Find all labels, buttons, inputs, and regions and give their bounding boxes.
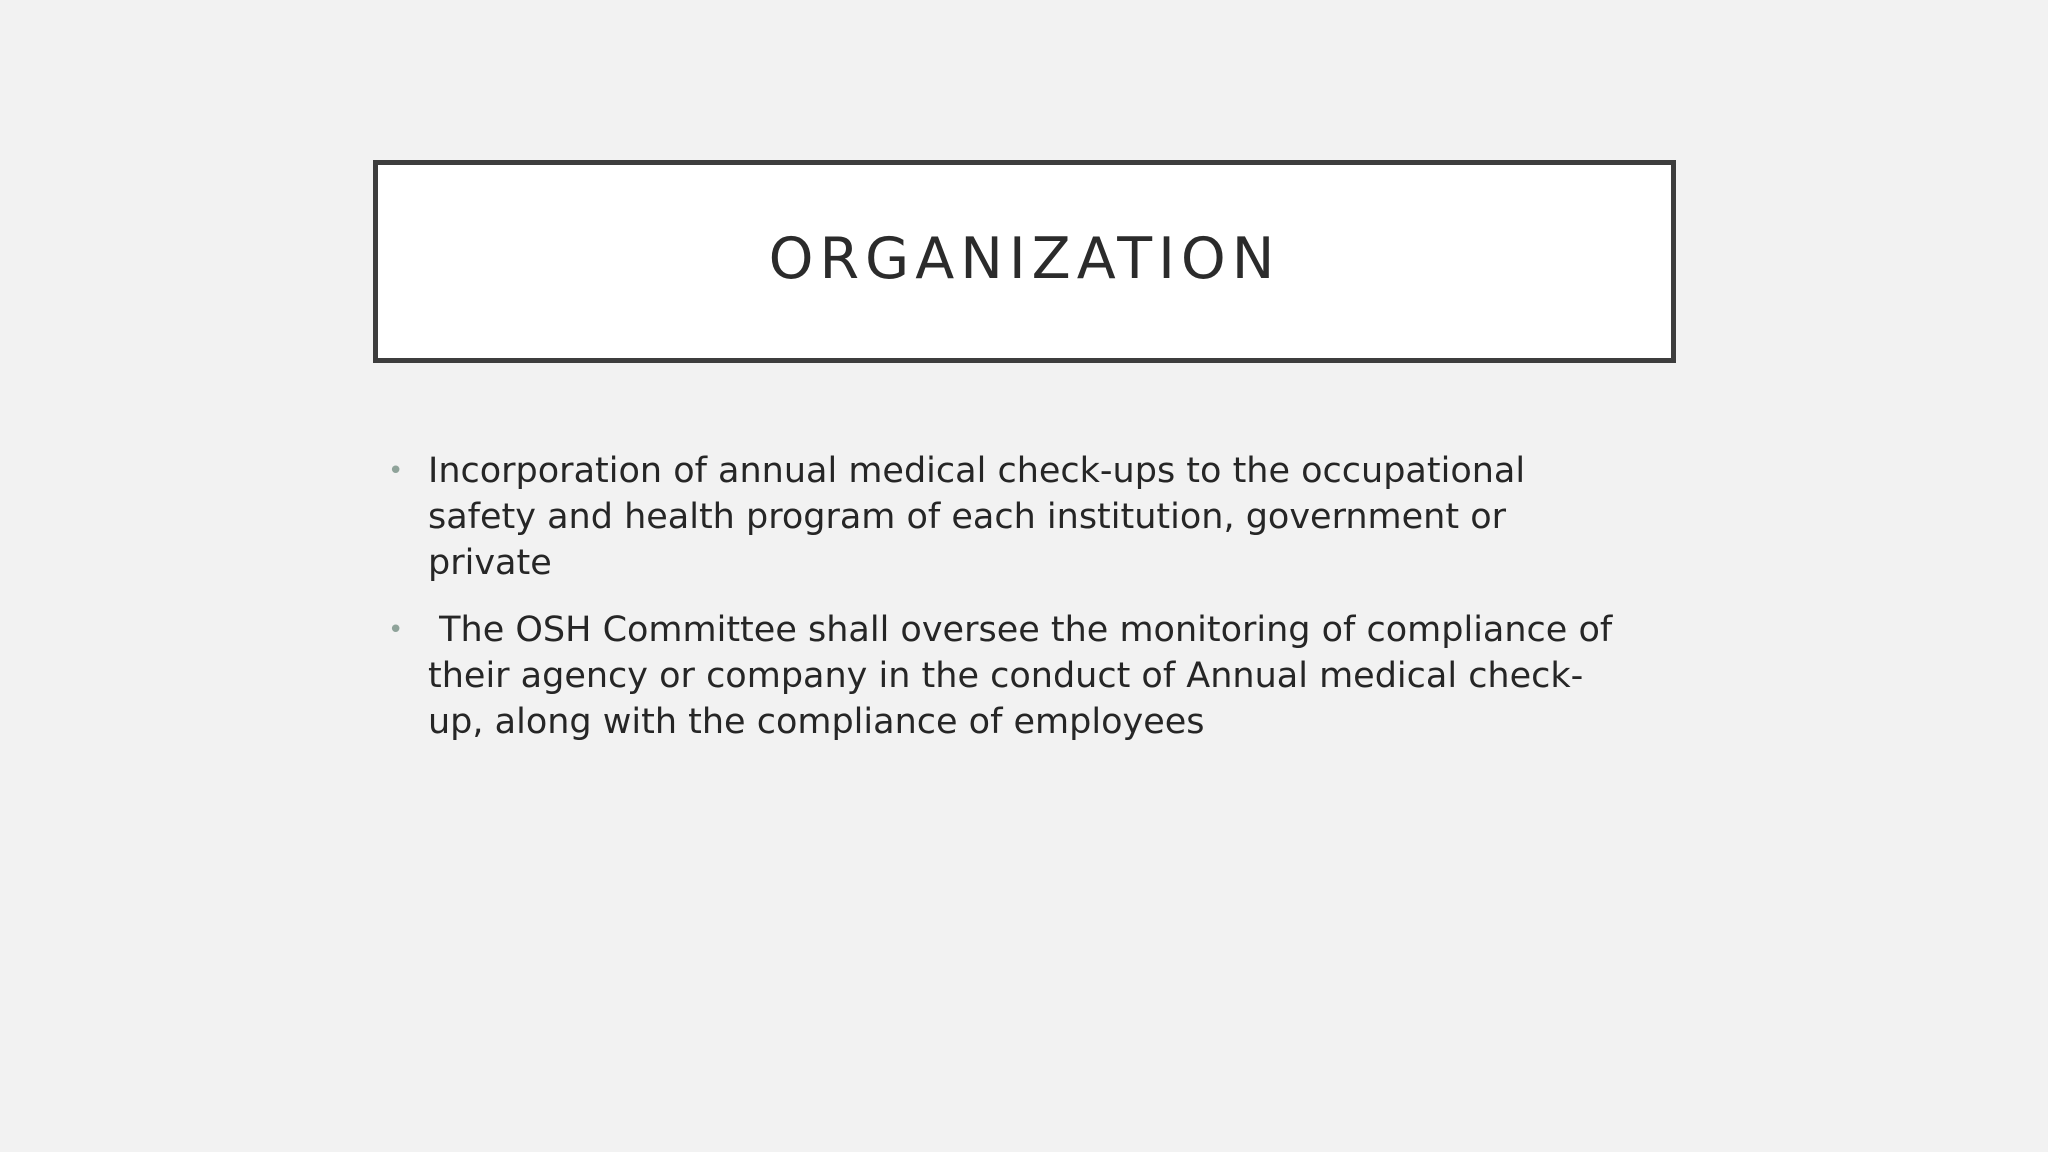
bullet-list	[388, 448, 1638, 766]
title-box	[373, 160, 1676, 363]
bullet-item	[388, 607, 1638, 745]
bullet-dot-icon: •	[388, 456, 404, 486]
bullet-item	[388, 448, 1638, 586]
bullet-dot-icon: •	[388, 615, 404, 645]
slide-title: ORGANIZATION	[768, 225, 1281, 292]
bullet-text: Incorporation of annual medical check-ups to the occupational safety and health program of each institution, government or private	[428, 451, 1526, 583]
bullet-text: The OSH Committee shall oversee the monitoring of compliance of their agency or company in the conduct of Annual medical check-up, along with the compliance of employees	[428, 610, 1624, 742]
